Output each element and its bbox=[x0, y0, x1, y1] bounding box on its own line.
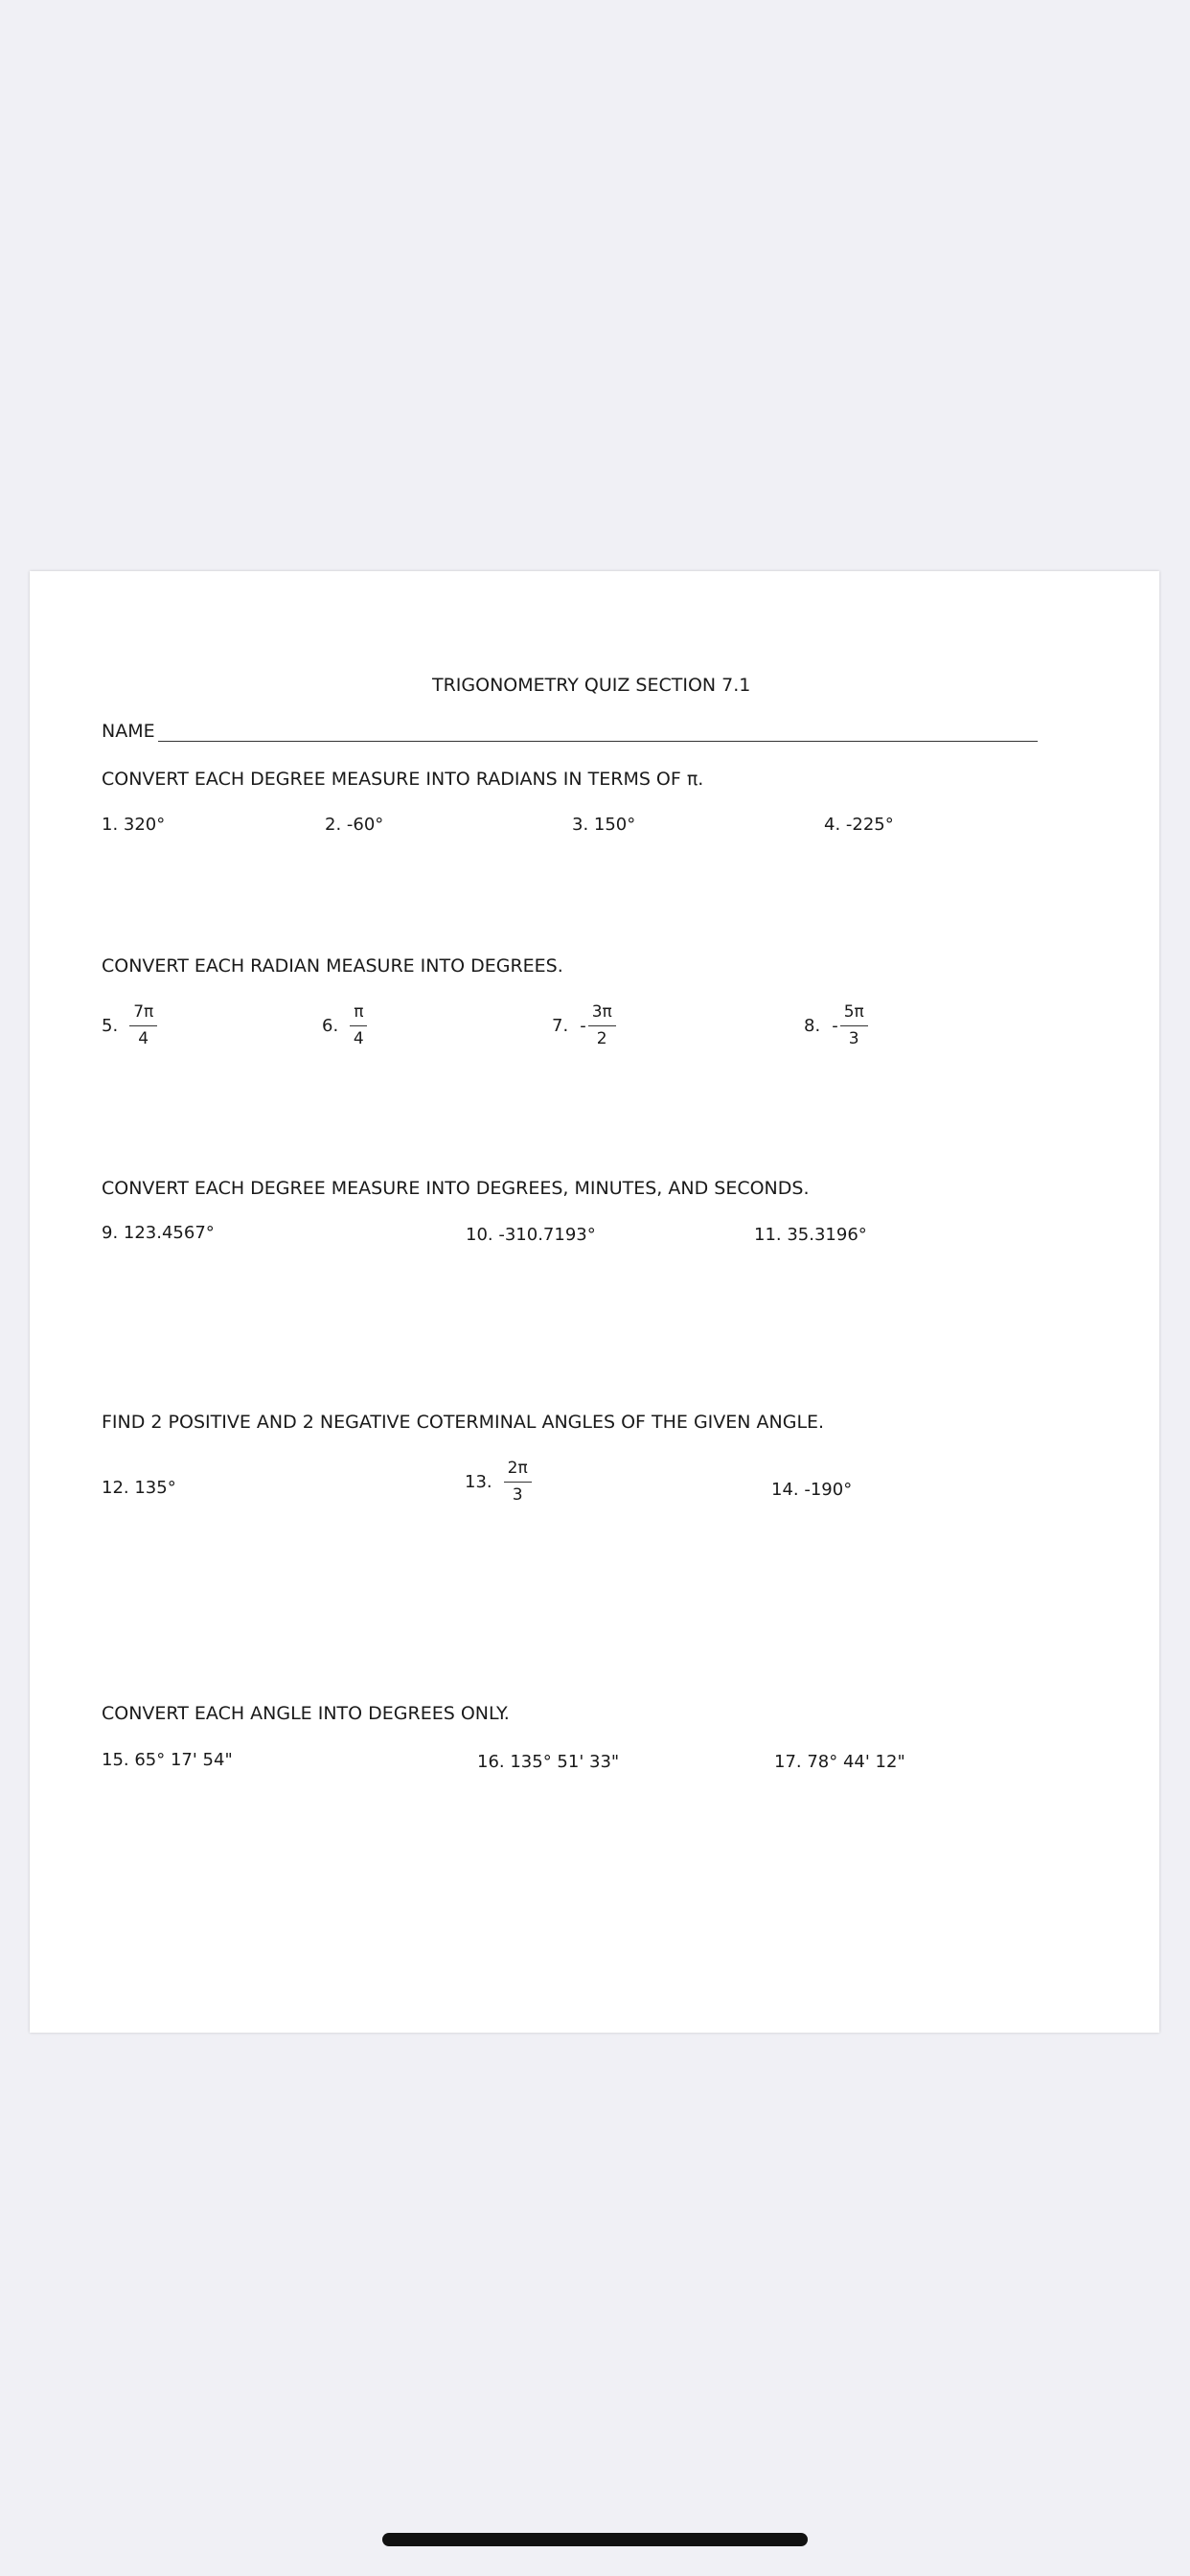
problem-7-numerator: 3π bbox=[588, 1004, 616, 1026]
problem-8-fraction bbox=[840, 1004, 868, 1047]
problem-6 bbox=[322, 1004, 367, 1047]
problem-8-label: 8. bbox=[804, 1016, 821, 1036]
problem-7-denominator: 2 bbox=[596, 1029, 607, 1048]
section1-heading: CONVERT EACH DEGREE MEASURE INTO RADIANS IN TERMS OF π. bbox=[102, 769, 704, 790]
problem-8-numerator: 5π bbox=[840, 1004, 868, 1026]
problem-15: 15. 65° 17' 54" bbox=[102, 1750, 233, 1770]
problem-12: 12. 135° bbox=[102, 1478, 176, 1498]
problem-8-sign: - bbox=[832, 1016, 838, 1036]
problem-1: 1. 320° bbox=[102, 815, 166, 835]
home-indicator[interactable] bbox=[382, 2533, 808, 2546]
problem-2: 2. -60° bbox=[325, 815, 384, 835]
name-label: NAME bbox=[102, 721, 155, 742]
problem-11: 11. 35.3196° bbox=[754, 1225, 867, 1245]
problem-5-fraction bbox=[129, 1004, 157, 1047]
problem-13-numerator: 2π bbox=[504, 1460, 532, 1483]
problem-8-denominator: 3 bbox=[848, 1029, 859, 1048]
problem-6-denominator: 4 bbox=[353, 1029, 364, 1048]
problem-6-numerator: π bbox=[350, 1004, 367, 1026]
problem-7 bbox=[552, 1004, 616, 1047]
problem-6-label: 6. bbox=[322, 1016, 339, 1036]
quiz-title: TRIGONOMETRY QUIZ SECTION 7.1 bbox=[432, 675, 751, 696]
problem-6-fraction bbox=[350, 1004, 367, 1047]
problem-9: 9. 123.4567° bbox=[102, 1223, 215, 1243]
problem-13-label: 13. bbox=[465, 1472, 492, 1492]
problem-5-denominator: 4 bbox=[138, 1029, 149, 1048]
problem-14: 14. -190° bbox=[771, 1480, 853, 1500]
section3-heading: CONVERT EACH DEGREE MEASURE INTO DEGREES, MINUTES, AND SECONDS. bbox=[102, 1178, 810, 1199]
problem-17: 17. 78° 44' 12" bbox=[774, 1752, 905, 1772]
section2-heading: CONVERT EACH RADIAN MEASURE INTO DEGREES. bbox=[102, 955, 563, 977]
problem-7-fraction bbox=[588, 1004, 616, 1047]
problem-13 bbox=[465, 1460, 532, 1504]
problem-3: 3. 150° bbox=[572, 815, 636, 835]
name-line bbox=[158, 741, 1038, 742]
problem-5-numerator: 7π bbox=[129, 1004, 157, 1026]
problem-13-fraction bbox=[504, 1460, 532, 1504]
section4-heading: FIND 2 POSITIVE AND 2 NEGATIVE COTERMINAL ANGLES OF THE GIVEN ANGLE. bbox=[102, 1412, 825, 1433]
problem-5-label: 5. bbox=[102, 1016, 119, 1036]
problem-5 bbox=[102, 1004, 157, 1047]
problem-4: 4. -225° bbox=[824, 815, 894, 835]
problem-16: 16. 135° 51' 33" bbox=[477, 1752, 620, 1772]
problem-10: 10. -310.7193° bbox=[466, 1225, 596, 1245]
problem-7-label: 7. bbox=[552, 1016, 569, 1036]
quiz-sheet bbox=[30, 571, 1159, 2033]
problem-13-denominator: 3 bbox=[512, 1485, 523, 1505]
problem-7-sign: - bbox=[580, 1016, 586, 1036]
problem-8 bbox=[804, 1004, 868, 1047]
section5-heading: CONVERT EACH ANGLE INTO DEGREES ONLY. bbox=[102, 1703, 510, 1724]
